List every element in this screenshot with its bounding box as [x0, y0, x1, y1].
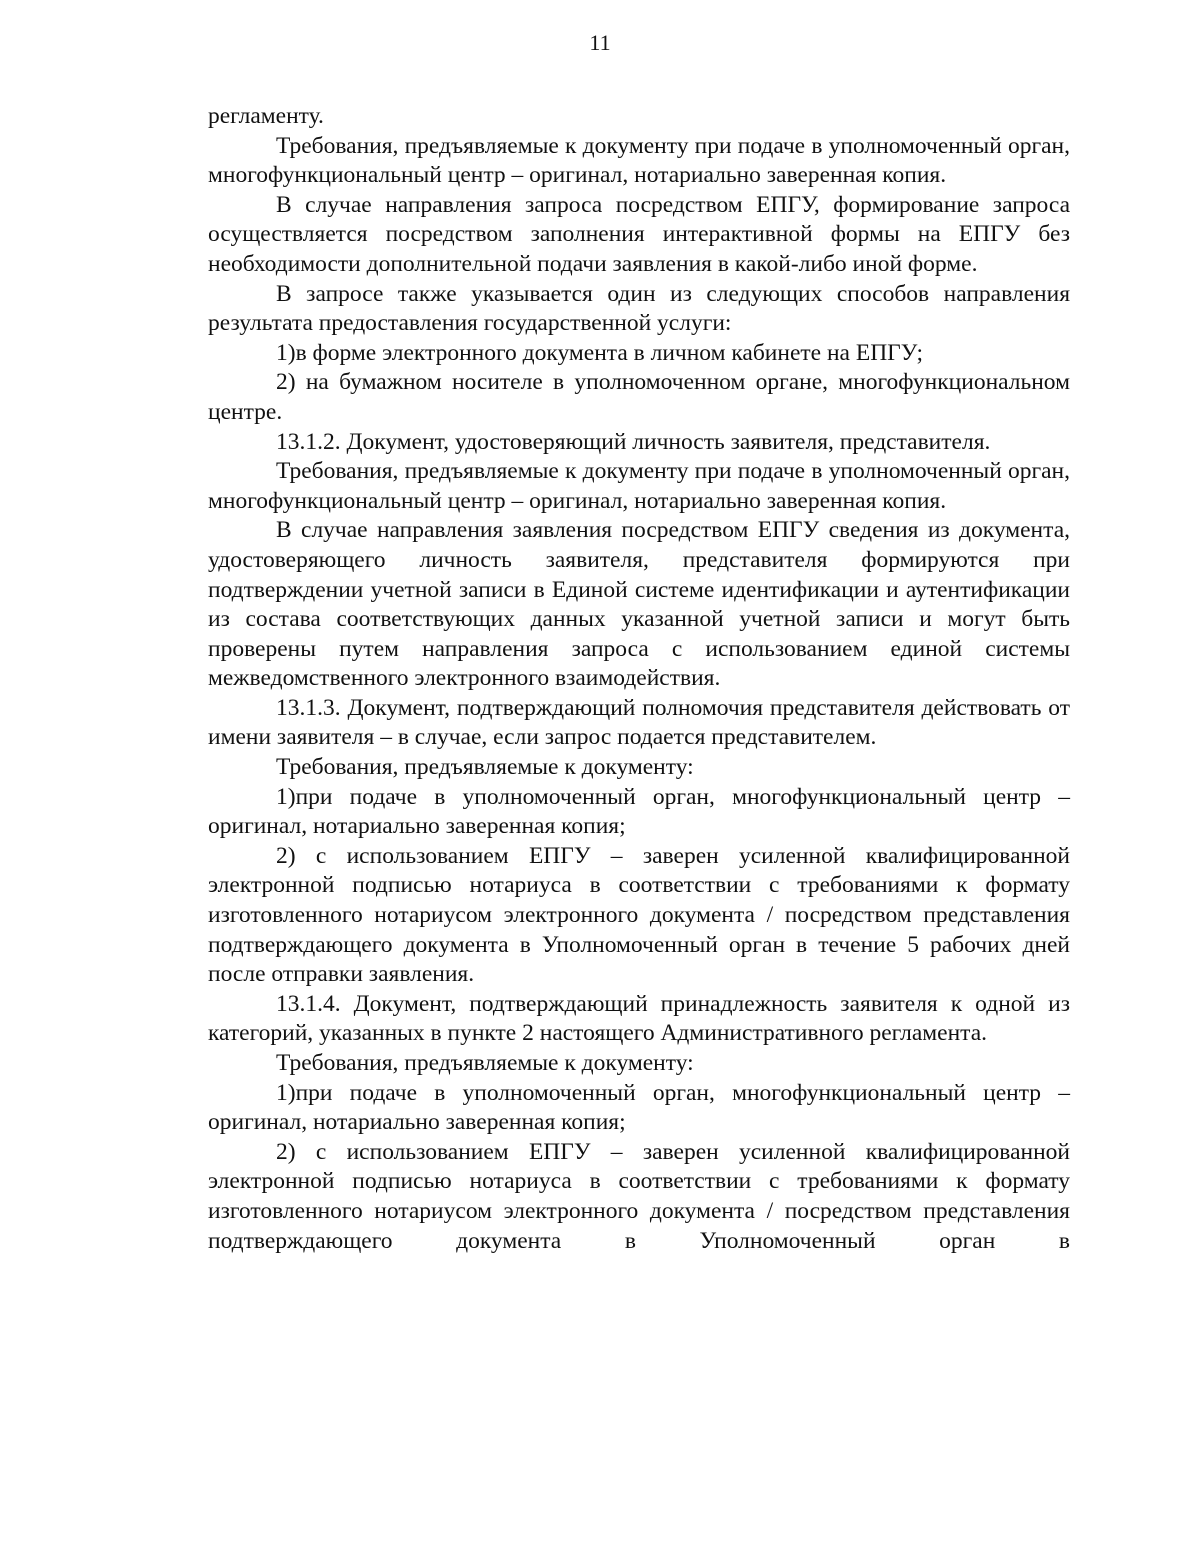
document-body [208, 102, 1070, 1256]
paragraph: В случае направления запроса посредством ЕПГУ, формирование запроса осуществляется посредством заполнения интерактивной формы на ЕПГУ без необходимости дополнительной подачи заявления в какой-либо иной форме. [208, 191, 1070, 277]
paragraph: Требования, предъявляемые к документу при подаче в уполномоченный орган, многофункциональный центр – оригинал, нотариально заверенная копия. [208, 458, 1070, 514]
paragraph: 13.1.2. Документ, удостоверяющий личность заявителя, представителя. [276, 428, 991, 455]
paragraph: 2) на бумажном носителе в уполномоченном органе, многофункциональном центре. [208, 369, 1070, 425]
paragraph: В запросе также указывается один из следующих способов направления результата предоставления государственной услуги: [208, 280, 1070, 337]
paragraph: регламенту. [208, 103, 324, 129]
paragraph: Требования, предъявляемые к документу: [276, 1050, 694, 1076]
paragraph: Требования, предъявляемые к документу: [276, 754, 694, 781]
paragraph: 1)при подаче в уполномоченный орган, многофункциональный центр – оригинал, нотариально заверенная копия; [208, 1079, 1070, 1136]
paragraph: 13.1.4. Документ, подтверждающий принадлежность заявителя к одной из категорий, указанных в пункте 2 настоящего Административного регламента. [208, 990, 1070, 1047]
page-number: 11 [589, 30, 611, 55]
paragraph: 1)в форме электронного документа в личном кабинете на ЕПГУ; [276, 339, 924, 366]
paragraph: В случае направления заявления посредством ЕПГУ сведения из документа, удостоверяющего личность заявителя, представителя формируются при подтверждении учетной записи в Единой системе идентификации и аутентификации из состава соответствующих данных указанной учетной записи и могут быть проверены путем направления запроса с использованием единой системы межведомственного электронного взаимодействия. [208, 517, 1070, 692]
paragraph: 1)при подаче в уполномоченный орган, многофункциональный центр – оригинал, нотариально заверенная копия; [208, 783, 1070, 840]
paragraph: 2) с использованием ЕПГУ – заверен усиленной квалифицированной электронной подписью нотариуса в соответствии с требованиями к формату изготовленного нотариусом электронного документа / посредством представления подтверждающего документа в Уполномоченный орган в [208, 1138, 1070, 1254]
paragraph: Требования, предъявляемые к документу при подаче в уполномоченный орган, многофункциональный центр – оригинал, нотариально заверенная копия. [208, 132, 1070, 189]
paragraph: 13.1.3. Документ, подтверждающий полномочия представителя действовать от имени заявителя – в случае, если запрос подается представителем. [208, 694, 1070, 751]
paragraph: 2) с использованием ЕПГУ – заверен усиленной квалифицированной электронной подписью нотариуса в соответствии с требованиями к формату изготовленного нотариусом электронного документа / посредством представления подтверждающего документа в Уполномоченный орган в течение 5 рабочих дней после отправки заявления. [208, 842, 1070, 988]
